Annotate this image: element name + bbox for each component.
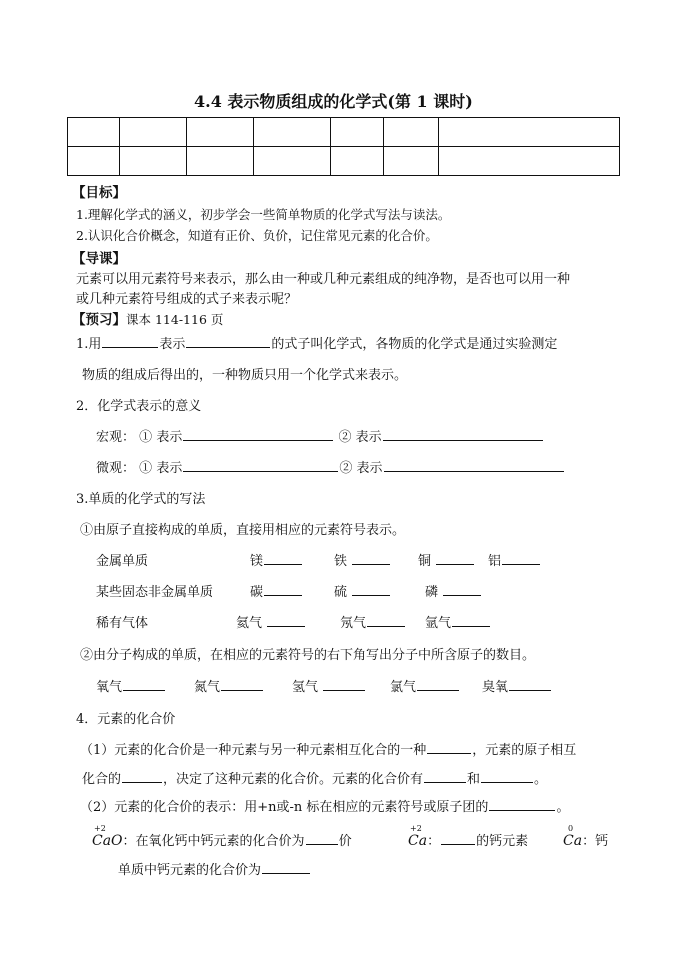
table-cell — [120, 118, 187, 147]
table-cell — [331, 147, 384, 176]
q3-sub-2: ②由分子构成的单质，在相应的元素符号的右下角写出分子中所含原子的数目。 — [80, 648, 536, 663]
question-1-line-2: 物质的组成后得出的，一种物质只用一个化学式来表示。 — [82, 368, 408, 383]
target-item-2: 2.认识化合价概念，知道有正价、负价，记住常见元素的化合价。 — [76, 228, 438, 243]
formula-text: Ca — [408, 833, 428, 849]
blank[interactable] — [443, 583, 481, 596]
micro-line — [96, 457, 565, 476]
gas-item — [236, 612, 306, 631]
blank[interactable] — [183, 428, 333, 441]
blank[interactable] — [427, 741, 471, 754]
metal-item — [418, 550, 475, 569]
blank[interactable] — [383, 428, 543, 441]
guide-line-2: 或几种元素符号组成的式子来表示呢？ — [76, 292, 298, 307]
show-label: 表示 — [355, 430, 382, 445]
blank[interactable] — [424, 770, 466, 783]
blank[interactable] — [352, 583, 390, 596]
guide-heading: 【导课】 — [72, 251, 126, 267]
table-cell — [439, 118, 620, 147]
q1-text: 的式子叫化学式，各物质的化学式是通过实验测定 — [271, 337, 558, 352]
molecule-item — [96, 676, 166, 695]
blank[interactable] — [323, 678, 365, 691]
q4-text: 化合的 — [82, 772, 122, 787]
q4-text: 和 — [467, 772, 481, 787]
blank[interactable] — [436, 552, 474, 565]
blank[interactable] — [489, 798, 555, 811]
blank[interactable] — [367, 614, 405, 627]
blank[interactable] — [186, 335, 270, 348]
page-title: 4.4 表示物质组成的化学式(第 1 课时) — [194, 92, 473, 111]
table-cell — [254, 118, 331, 147]
gas-label: 稀有气体 — [96, 616, 149, 631]
example-text: 价 — [338, 834, 352, 849]
blank[interactable] — [352, 552, 390, 565]
q4-text: ，决定了这种元素的化合价。元素的化合价有 — [163, 772, 424, 787]
table-cell — [331, 118, 384, 147]
gas-item — [425, 612, 491, 631]
element-name: 铁 — [334, 554, 348, 569]
blank[interactable] — [183, 459, 338, 472]
q4-line-2 — [82, 768, 547, 787]
header-table — [67, 117, 620, 176]
q4-text: 。 — [556, 800, 570, 815]
blank[interactable] — [102, 335, 158, 348]
blank[interactable] — [306, 832, 338, 845]
molecule-name: 臭氧 — [482, 680, 509, 695]
example-text: ：在氧化钙中钙元素的化合价为 — [122, 834, 305, 849]
molecule-item — [194, 676, 264, 695]
table-row — [68, 147, 620, 176]
circled-number: ① — [139, 430, 153, 445]
q2-heading: 2．化学式表示的意义 — [76, 399, 202, 414]
guide-line-1: 元素可以用元素符号来表示，那么由一种或几种元素组成的纯净物，是否也可以用一种 — [76, 272, 571, 287]
blank[interactable] — [481, 770, 533, 783]
blank[interactable] — [264, 552, 302, 565]
blank[interactable] — [221, 678, 263, 691]
example-text: ： — [427, 834, 441, 849]
nonmetal-item — [334, 581, 391, 600]
preview-pages: 课本 114-116 页 — [126, 312, 224, 327]
nonmetal-item — [425, 581, 482, 600]
metal-item — [250, 550, 303, 569]
formula-text: CaO — [92, 833, 123, 849]
metal-label: 金属单质 — [96, 554, 149, 569]
molecule-name: 氮气 — [194, 680, 221, 695]
example-text: 的钙元素 — [476, 834, 529, 849]
element-name: 磷 — [425, 585, 439, 600]
macro-label: 宏观： — [96, 430, 136, 445]
blank[interactable] — [122, 770, 162, 783]
circled-number: ② — [339, 461, 353, 476]
molecule-name: 氢气 — [292, 680, 319, 695]
valence-mark: +2 — [410, 824, 422, 833]
formula-text: Ca — [563, 833, 583, 849]
nonmetal-label: 某些固态非金属单质 — [96, 585, 214, 600]
element-name: 氖气 — [340, 616, 367, 631]
q4-text: 。 — [534, 772, 548, 787]
blank[interactable] — [267, 614, 305, 627]
q4-line-3 — [80, 796, 569, 815]
q4-text: 单质中钙元素的化合价为 — [118, 863, 262, 878]
blank[interactable] — [262, 861, 310, 874]
valence-example-ca-zero — [563, 824, 609, 849]
blank[interactable] — [384, 459, 564, 472]
molecule-name: 氧气 — [96, 680, 123, 695]
table-row — [68, 118, 620, 147]
q3-heading: 3.单质的化学式的写法 — [76, 492, 206, 507]
element-name: 镁 — [250, 554, 264, 569]
molecule-item — [482, 676, 552, 695]
table-cell — [439, 147, 620, 176]
element-name: 氩气 — [425, 616, 452, 631]
target-heading: 【目标】 — [72, 185, 126, 201]
chem-formula-cao — [92, 824, 123, 849]
table-cell — [120, 147, 187, 176]
blank[interactable] — [264, 583, 302, 596]
metal-item — [488, 550, 541, 569]
question-1 — [76, 333, 557, 352]
show-label: 表示 — [156, 461, 183, 476]
gas-item — [340, 612, 406, 631]
valence-mark: +2 — [94, 824, 106, 833]
element-name: 碳 — [250, 585, 264, 600]
preview-section — [72, 308, 223, 328]
example-text: ：钙 — [582, 834, 609, 849]
show-label: 表示 — [156, 430, 183, 445]
q4-last-line — [118, 859, 311, 878]
metal-item — [334, 550, 391, 569]
target-item-1: 1.理解化学式的涵义，初步学会一些简单物质的化学式写法与读法。 — [76, 207, 451, 222]
q4-heading: 4．元素的化合价 — [76, 712, 176, 727]
valence-mark: 0 — [568, 824, 574, 833]
nonmetal-item — [250, 581, 303, 600]
element-name: 氦气 — [236, 616, 263, 631]
valence-example-cao — [92, 824, 352, 849]
chem-formula-ca — [563, 824, 583, 849]
blank[interactable] — [417, 678, 459, 691]
micro-label: 微观： — [96, 461, 136, 476]
element-name: 硫 — [334, 585, 348, 600]
preview-heading: 【预习】 — [72, 312, 126, 328]
blank[interactable] — [509, 678, 551, 691]
circled-number: ① — [139, 461, 153, 476]
show-label: 表示 — [356, 461, 383, 476]
molecule-item — [292, 676, 366, 695]
table-cell — [384, 118, 439, 147]
element-name: 铜 — [418, 554, 432, 569]
molecule-item — [390, 676, 460, 695]
q1-text: 1.用 — [76, 337, 102, 352]
q3-sub-1: ①由原子直接构成的单质，直接用相应的元素符号表示。 — [80, 523, 406, 538]
q4-text: （1）元素的化合价是一种元素与另一种元素相互化合的一种 — [80, 743, 427, 758]
table-cell — [68, 147, 120, 176]
table-cell — [68, 118, 120, 147]
blank[interactable] — [502, 552, 540, 565]
molecule-name: 氯气 — [390, 680, 417, 695]
q4-line-1 — [80, 739, 576, 758]
table-cell — [187, 118, 254, 147]
table-cell — [254, 147, 331, 176]
blank[interactable] — [441, 832, 475, 845]
chem-formula-ca — [408, 824, 428, 849]
q4-text: ，元素的原子相互 — [472, 743, 577, 758]
table-cell — [187, 147, 254, 176]
table-cell — [384, 147, 439, 176]
element-name: 铝 — [488, 554, 502, 569]
q4-text: （2）元素的化合价的表示：用+n或-n 标在相应的元素符号或原子团的 — [80, 800, 489, 815]
circled-number: ② — [338, 430, 352, 445]
blank[interactable] — [452, 614, 490, 627]
macro-line — [96, 426, 544, 445]
valence-example-ca-plus2 — [408, 824, 529, 849]
q1-text: 表示 — [159, 337, 186, 352]
blank[interactable] — [123, 678, 165, 691]
